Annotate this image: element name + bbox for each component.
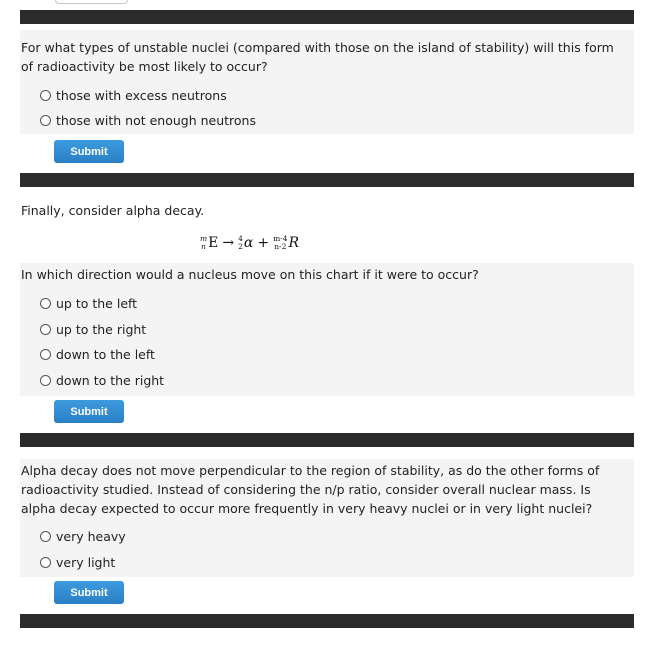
submit-button[interactable]: Submit (54, 581, 124, 604)
option-label: those with not enough neutrons (56, 112, 256, 128)
radio-button[interactable] (40, 375, 51, 386)
question-text: In which direction would a nucleus move on this chart if it were to occur? (21, 267, 479, 282)
radio-option[interactable] (40, 527, 126, 545)
section-divider (20, 614, 634, 628)
intro-text: Finally, consider alpha decay. (21, 203, 205, 218)
alpha-symbol: α (243, 235, 254, 251)
option-label: very heavy (56, 528, 126, 544)
alpha-decay-equation (200, 233, 299, 253)
plus-sign: + (257, 235, 270, 251)
radio-button[interactable] (40, 349, 51, 360)
section-divider (20, 10, 634, 24)
option-label: very light (56, 554, 116, 570)
option-label: those with excess neutrons (56, 87, 227, 103)
radio-button[interactable] (40, 298, 51, 309)
radio-button[interactable] (40, 115, 51, 126)
option-label: up to the right (56, 321, 147, 337)
submit-button[interactable]: Submit (54, 400, 124, 423)
option-label: down to the right (56, 372, 165, 388)
section-divider (20, 433, 634, 447)
e-symbol: E (208, 235, 219, 251)
r-scripts: m-4 n-2 (273, 234, 288, 251)
radio-button[interactable] (40, 531, 51, 542)
e-scripts: m n (200, 234, 208, 251)
submit-button[interactable]: Submit (54, 140, 124, 163)
r-symbol: R (288, 235, 300, 251)
previous-submit-edge (55, 0, 128, 4)
arrow: → (222, 235, 235, 251)
radio-option[interactable] (40, 320, 146, 338)
option-label: up to the left (56, 295, 138, 311)
radio-option[interactable] (40, 345, 155, 363)
question-text: Alpha decay does not move perpendicular to the region of stability, as do the other forms of radioactivity studied. Instead of considering the n/p ratio, consider overall nuclear mass. Is alpha decay expected to occur more frequently in very heavy nuclei or in very light nuclei? (21, 463, 600, 516)
radio-button[interactable] (40, 557, 51, 568)
option-label: down to the left (56, 346, 155, 362)
radio-option[interactable] (40, 371, 164, 389)
radio-option[interactable] (40, 553, 115, 571)
question-text: For what types of unstable nuclei (compared with those on the island of stability) will this form of radioactivity be most likely to occur? (21, 40, 614, 74)
radio-option[interactable] (40, 111, 256, 129)
radio-option[interactable] (40, 86, 227, 104)
section-divider (20, 173, 634, 187)
radio-button[interactable] (40, 324, 51, 335)
alpha-scripts: 4 2 (238, 234, 243, 251)
radio-option[interactable] (40, 294, 137, 312)
radio-button[interactable] (40, 90, 51, 101)
